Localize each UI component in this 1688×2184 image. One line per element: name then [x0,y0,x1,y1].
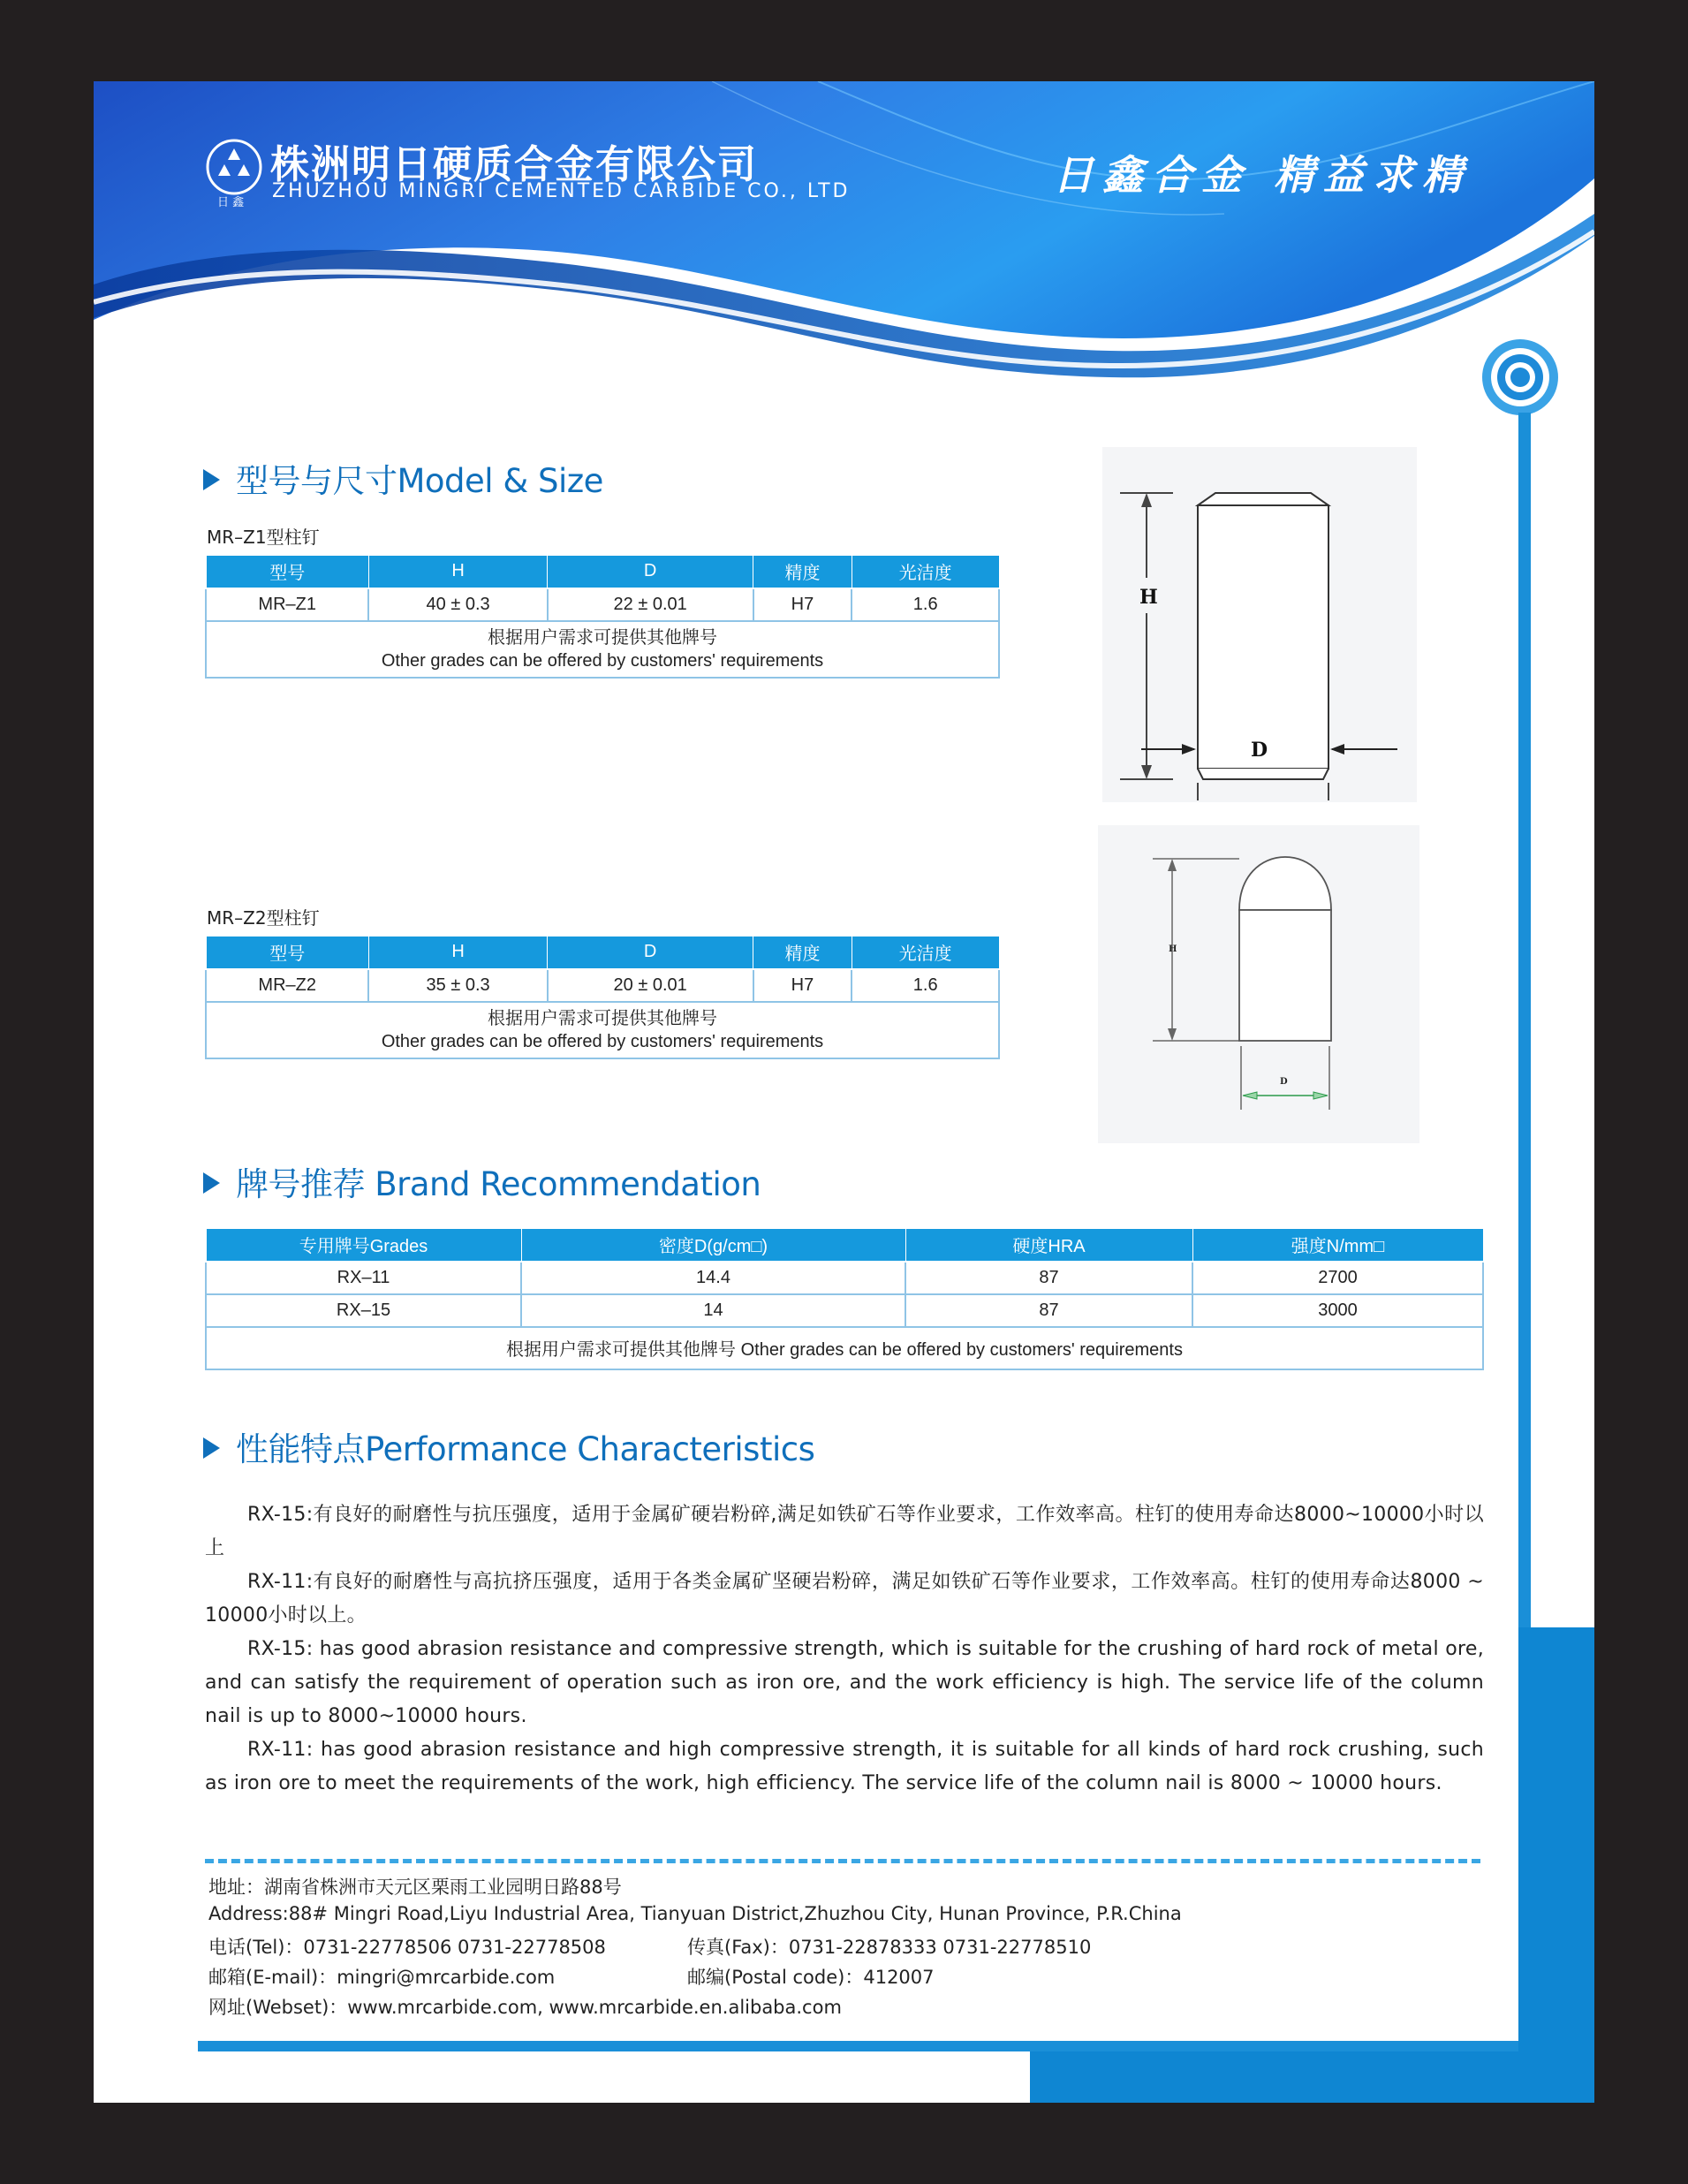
table-cell: 87 [905,1262,1192,1294]
slogan: 日鑫合金 精益求精 [1053,151,1472,199]
company-name-chinese: 株洲明日硬质合金有限公司 [270,142,758,187]
fig1-d-label: D [1251,739,1268,762]
header-cell: 精度 [753,556,852,588]
address-english: Address:88# Mingri Road,Liyu Industrial Area, Tianyuan District,Zhuzhou City, Hunan Province, P.R.China [208,1903,1182,1924]
contact-divider [205,1859,1480,1864]
header-cell: 强度N/mm□ [1192,1229,1483,1262]
spec-table-z1 [205,555,1000,679]
section-arrow-icon [203,1437,220,1459]
table-header-row [206,556,999,588]
website: 网址(Webset)：www.mrcarbide.com, www.mrcarbide.en.alibaba.com [208,1997,842,2018]
fig1-h-label: H [1139,586,1158,609]
table-row [206,1262,1483,1294]
address-chinese: 地址：湖南省株洲市天元区栗雨工业园明日路88号 [208,1877,622,1898]
bottom-accent-bar [198,2041,1518,2051]
fig2-h-label: H [1169,944,1177,954]
table-row [206,588,999,621]
fax: 传真(Fax)：0731-22878333 0731-22778510 [687,1937,1092,1958]
spec-table-z2 [205,936,1000,1059]
header-cell: H [368,937,547,969]
section-title-performance: 性能特点Performance Characteristics [203,1422,814,1470]
table-row [206,1294,1483,1327]
header-wave-banner [94,81,1594,417]
table-cell: RX–11 [206,1262,521,1294]
note-english: Other grades can be offered by customers' requirements [381,1031,824,1051]
note-english: Other grades can be offered by customers' requirements [381,650,824,671]
table-cell: 2700 [1192,1262,1483,1294]
table-cell: 22 ± 0.01 [548,588,753,621]
performance-paragraph-rx15-cn: RX-15:有良好的耐磨性与抗压强度，适用于金属矿硬岩粉碎,满足如铁矿石等作业要求，工作效率高。柱钉的使用寿命达8000~10000小时以上 [205,1504,1484,1559]
table-cell: 87 [905,1294,1192,1327]
table-note: 根据用户需求可提供其他牌号 Other grades can be offered by customers' requirements [206,1327,1483,1369]
brochure-page [94,81,1594,2103]
section-arrow-icon [203,1172,220,1194]
table-note [206,1002,999,1058]
figure-mr-z1-drawing [1102,447,1417,802]
table-cell: 40 ± 0.3 [368,588,547,621]
section-title-brand: 牌号推荐 Brand Recommendation [203,1157,761,1205]
note-chinese: 根据用户需求可提供其他牌号 [488,627,717,648]
logo-caption: 日 鑫 [217,196,245,209]
performance-paragraph-rx11-en: RX-11: has good abrasion resistance and high compressive strength, it is suitable for all kinds of hard rock crushing, such as iron ore to meet the requirements of the work, high efficiency. The service life of the column nail is 8000 ~ 10000 hours. [205,1739,1484,1794]
figure-mr-z2-drawing [1098,825,1419,1143]
table-row [206,969,999,1002]
table-cell: 14.4 [521,1262,905,1294]
column-nail-z1-diagram [1102,447,1417,802]
table-header-row [206,937,999,969]
note-chinese: 根据用户需求可提供其他牌号 [488,1008,717,1028]
table-cell: 35 ± 0.3 [368,969,547,1002]
table-note-row [206,1002,999,1058]
company-logo-icon [205,138,263,196]
section-title-model-size: 型号与尺寸Model & Size [203,454,603,502]
header-cell: 型号 [206,556,368,588]
right-accent-line [1518,413,1531,1729]
table-note-row [206,1327,1483,1369]
header-cell: 密度D(g/cm□) [521,1229,905,1262]
postal-code: 邮编(Postal code)：412007 [687,1967,935,1988]
header-cell: 光洁度 [852,937,999,969]
performance-paragraph-rx11-cn: RX-11:有良好的耐磨性与高抗挤压强度，适用于各类金属矿坚硬岩粉碎，满足如铁矿石等作业要求，工作效率高。柱钉的使用寿命达8000 ~ 10000小时以上。 [205,1571,1484,1627]
table-cell: RX–15 [206,1294,521,1327]
header-cell: 光洁度 [852,556,999,588]
header-cell: H [368,556,547,588]
grades-table [205,1228,1484,1370]
table-cell: MR–Z2 [206,969,368,1002]
column-nail-z2-diagram [1098,825,1419,1143]
table-cell: 20 ± 0.01 [548,969,753,1002]
company-name-english: ZHUZHOU MINGRI CEMENTED CARBIDE CO., LTD [272,180,851,202]
header-cell: 专用牌号Grades [206,1229,521,1262]
table-header-row [206,1229,1483,1262]
table-cell: H7 [753,969,852,1002]
header-cell: 硬度HRA [905,1229,1192,1262]
section-arrow-icon [203,469,220,490]
performance-paragraph-rx15-en: RX-15: has good abrasion resistance and compressive strength, which is suitable for the crushing of hard rock of metal ore, and can satisfy the requirement of operation such as iron ore, and the work efficiency is high. The service life of the column nail is up to 8000~10000 hours. [205,1638,1484,1727]
header-cell: 型号 [206,937,368,969]
table-cell: 1.6 [852,588,999,621]
header-cell: D [548,556,753,588]
table-note-row [206,621,999,678]
header-cell: D [548,937,753,969]
fig2-d-label: D [1280,1077,1288,1087]
header-cell: 精度 [753,937,852,969]
target-circle-icon [1480,337,1560,417]
table-cell: 14 [521,1294,905,1327]
table-cell: MR–Z1 [206,588,368,621]
table-cell: H7 [753,588,852,621]
table-cell: 1.6 [852,969,999,1002]
table-note [206,621,999,678]
telephone: 电话(Tel)：0731-22778506 0731-22778508 [208,1937,606,1958]
table-cell: 3000 [1192,1294,1483,1327]
email: 邮箱(E-mail)：mingri@mrcarbide.com [208,1967,556,1988]
table-caption-z1: MR–Z1型柱钉 [207,527,320,548]
table-caption-z2: MR–Z2型柱钉 [207,907,320,929]
